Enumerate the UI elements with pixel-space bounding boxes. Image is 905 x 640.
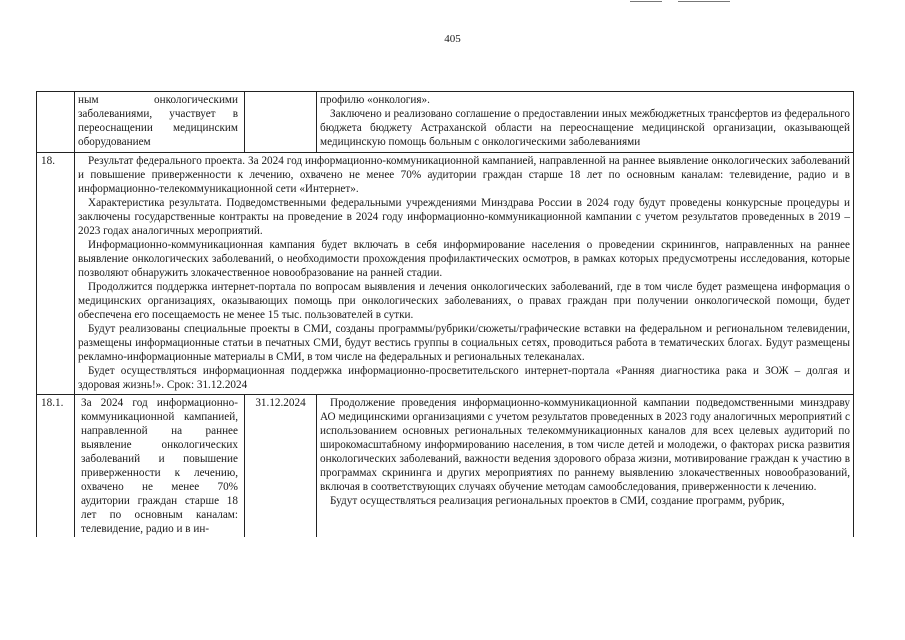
characteristic-paragraph: Характеристика результата. Подведомственными федеральными учреждениями Минздрава России в 2024 году будут проведены конкурсные процедуры и заключены государственные контракты на проведение в 2024 году информационно-коммуникационной кампании с учетом результатов проведенных в 2019 – 2023 годах аналогичных мероприятий. bbox=[78, 197, 850, 237]
page-number: 405 bbox=[444, 33, 461, 45]
federal-result-cell bbox=[75, 153, 854, 395]
row-number: 18.1. bbox=[37, 395, 75, 538]
row-number-cell bbox=[37, 92, 75, 153]
result-description-cell: За 2024 год информационно-коммуникационной кампанией, направленной на раннее выявление онкологических заболеваний и повышение приверженности к лечению, охвачено не менее 70% аудитории граждан старше 18 лет по основным каналам: телевидение, радио и в ин- bbox=[75, 395, 245, 538]
result-details-cell bbox=[317, 395, 854, 538]
result-description-cell: ным онкологическими заболеваниями, участвует в переоснащении медицинским оборудованием bbox=[75, 92, 245, 153]
media-paragraph: Будут реализованы специальные проекты в СМИ, созданы программы/рубрики/сюжеты/графические вставки на федеральном и региональном телевидении, размещены информационные статьи в печатных СМИ, будут вестись группы в социальных сетях, проводиться работа в тематических блогах. Будут размещены рекламно-информационные материалы в СМИ, в том числе на федеральных и региональных телеканалах. bbox=[78, 323, 850, 363]
document-table bbox=[36, 91, 854, 537]
campaign-paragraph: Информационно-коммуникационная кампания будет включать в себя информирование населения о проведении скринингов, направленных на раннее выявление онкологических заболеваний, о необходимости прохождения профилактических осмотров, в рамках которых предусмотрены исследования, которые позволяют обнаружить злокачественное новообразование на ранней стадии. bbox=[78, 239, 850, 279]
details-paragraph: Продолжение проведения информационно-коммуникационной кампании подведомственными минздраву АО медицинскими организациями с учетом результатов проведенных в 2023 году аналогичных мероприятий с использованием основных региональных телекоммуникационных каналов для всех целевых аудиторий по широкомасштабному информированию населения, в том числе детей и молодежи, о факторах риска развития онкологических заболеваний, важности ведения здорового образа жизни, мотивирование граждан к участию в программах скрининга и других мероприятиях по раннему выявлению злокачественных новообразований, включая в соответствующих случаях обучение методам самообследования, приверженности к лечению. bbox=[320, 397, 850, 493]
top-rule bbox=[630, 1, 662, 2]
result-paragraph: Результат федерального проекта. За 2024 год информационно-коммуникационной кампанией, направленной на раннее выявление онкологических заболеваний и повышение приверженности к лечению, охвачено не менее 70% аудитории граждан старше 18 лет по основным каналам: телевидение, радио и в информационно-телекоммуникационной сети «Интернет». bbox=[78, 155, 850, 195]
portal-paragraph: Продолжится поддержка интернет-портала по вопросам выявления и лечения онкологических заболеваний, где в том числе будет размещена информация о медицинских организациях, оказывающих помощь при онкологических заболеваниях, о правах граждан при получении онкологической помощи, будет обеспечена его посещаемость не менее 15 тыс. пользователей в сутки. bbox=[78, 281, 850, 321]
date-cell bbox=[245, 92, 317, 153]
table-row-continuation bbox=[37, 92, 854, 153]
details-line: профилю «онкология». bbox=[320, 94, 430, 106]
top-rule bbox=[678, 1, 730, 2]
details-paragraph: Заключено и реализовано соглашение о предоставлении иных межбюджетных трансфертов из федерального бюджета бюджету Астраханской области на переоснащение медицинской организации, оказывающей медицинскую помощь больным с онкологическими заболеваниями bbox=[320, 108, 850, 148]
result-details-cell bbox=[317, 92, 854, 153]
table-row-18 bbox=[37, 153, 854, 395]
date-cell: 31.12.2024 bbox=[245, 395, 317, 538]
table-row-18-1 bbox=[37, 395, 854, 538]
details-paragraph: Будут осуществляться реализация региональных проектов в СМИ, создание программ, рубрик, bbox=[330, 495, 785, 507]
row-number: 18. bbox=[37, 153, 75, 395]
support-paragraph: Будет осуществляться информационная поддержка информационно-просветительского интернет-портала «Ранняя диагностика рака и ЗОЖ – долгая и здоровая жизнь!». Срок: 31.12.2024 bbox=[78, 365, 850, 391]
